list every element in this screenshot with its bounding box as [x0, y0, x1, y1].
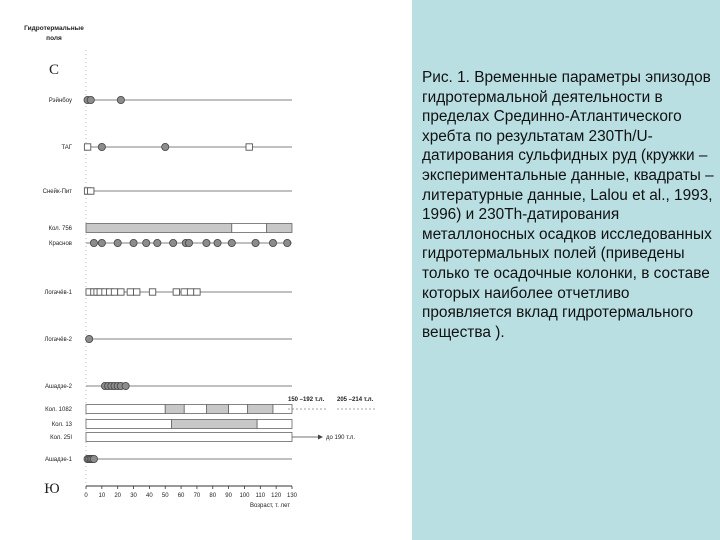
x-tick-label: 120 — [271, 493, 282, 499]
core-segment — [86, 224, 232, 233]
age-annotation: 150 –192 т.л. — [288, 397, 325, 403]
square-marker — [84, 144, 90, 150]
circle-marker — [170, 239, 177, 246]
row-8 — [45, 382, 292, 390]
x-axis-label: Возраст, т. лет — [250, 503, 290, 509]
x-tick-label: 60 — [177, 493, 185, 499]
row-label: TAГ — [61, 145, 72, 151]
circle-marker — [162, 143, 169, 150]
row-label: Кол. 1082 — [45, 407, 72, 413]
circle-marker — [203, 239, 210, 246]
square-marker — [111, 289, 117, 295]
circle-marker — [228, 239, 235, 246]
row-6 — [44, 289, 292, 296]
circle-marker — [98, 239, 105, 246]
core-segment — [86, 405, 165, 414]
square-marker — [246, 144, 252, 150]
south-label: Ю — [44, 481, 60, 497]
x-tick-label: 100 — [239, 493, 250, 499]
row-2 — [62, 143, 292, 151]
core-segment — [86, 433, 292, 442]
x-tick-label: 50 — [161, 493, 169, 499]
row-label: Снейк-Пит — [42, 189, 72, 195]
square-marker — [118, 289, 124, 295]
core-segment — [229, 405, 248, 414]
core-segment — [86, 420, 172, 429]
circle-marker — [117, 96, 124, 103]
row-label: Рэйнбоу — [48, 98, 72, 104]
circle-marker — [130, 239, 137, 246]
square-marker — [187, 289, 193, 295]
circle-marker — [114, 239, 121, 246]
row-label: Кол. 13 — [51, 422, 72, 428]
circle-marker — [154, 239, 161, 246]
circle-marker — [87, 96, 94, 103]
row-label: Ашадзе-1 — [44, 457, 72, 463]
row-9 — [45, 397, 377, 414]
x-tick-label: 110 — [255, 493, 266, 499]
row-label: Ашадзе-2 — [44, 384, 72, 390]
row-label: Кол. 756 — [48, 226, 72, 232]
x-tick-label: 0 — [84, 493, 88, 499]
square-marker — [88, 188, 94, 194]
north-label: С — [48, 62, 60, 78]
square-marker — [181, 289, 187, 295]
circle-marker — [252, 239, 259, 246]
square-marker — [134, 289, 140, 295]
circle-marker — [86, 335, 93, 342]
row-4 — [48, 224, 292, 233]
row-label: Кол. 25I — [50, 435, 72, 441]
extension-arrow — [318, 435, 323, 440]
core-segment — [165, 405, 184, 414]
circle-marker — [284, 239, 291, 246]
circle-marker — [98, 143, 105, 150]
x-tick-label: 20 — [114, 493, 122, 499]
core-segment — [267, 224, 292, 233]
circle-marker — [143, 239, 150, 246]
row-3 — [43, 188, 292, 195]
x-tick-label: 90 — [225, 493, 232, 499]
square-marker — [149, 289, 155, 295]
row-11 — [50, 433, 355, 442]
x-tick-label: 80 — [209, 493, 217, 499]
core-segment — [257, 420, 292, 429]
x-tick-label: 30 — [130, 493, 137, 499]
row-label: Краснов — [48, 241, 72, 247]
age-annotation: до 190 т.л. — [326, 435, 356, 441]
row-7 — [44, 335, 292, 343]
x-tick-label: 130 — [286, 493, 298, 499]
row-1 — [49, 96, 292, 104]
circle-marker — [269, 239, 276, 246]
core-segment — [232, 224, 267, 233]
circle-marker — [90, 455, 97, 462]
square-marker — [173, 289, 179, 295]
row-10 — [52, 420, 292, 429]
circle-marker — [214, 239, 221, 246]
core-segment — [172, 420, 258, 429]
row-label: Логачёв-2 — [44, 337, 72, 343]
x-tick-label: 70 — [193, 493, 201, 499]
square-marker — [127, 289, 133, 295]
chart-title-line: поля — [46, 35, 62, 42]
row-label: Логачёв-1 — [44, 290, 72, 296]
core-segment — [248, 405, 273, 414]
row-12 — [45, 455, 292, 463]
row-5 — [49, 239, 292, 247]
x-tick-label: 40 — [146, 493, 153, 499]
chart-title-line: Гидротермальные — [24, 25, 84, 32]
circle-marker — [185, 239, 192, 246]
circle-marker — [90, 239, 97, 246]
circle-marker — [122, 382, 129, 389]
core-segment — [184, 405, 206, 414]
caption-panel — [412, 0, 720, 540]
square-marker — [194, 289, 200, 295]
age-annotation: 205 –214 т.л. — [337, 397, 374, 403]
core-segment — [206, 405, 228, 414]
x-tick-label: 10 — [98, 493, 106, 499]
figure-caption: Рис. 1. Временные параметры эпизодов гидротермальной деятельности в пределах Срединно-Атлантического хребта по результатам 230Th/U-датирования сульфидных руд (кружки – экспериментальные данные, квадраты – литературные данные, Lalou et al., 1993, 1996) и 230Th-датирования металлоносных осадков исследованных гидротермальных полей (приведены только те осадочные колонки, в составе которых наиболее отчетливо проявляется вклад гидротермального вещества ). — [422, 69, 714, 341]
